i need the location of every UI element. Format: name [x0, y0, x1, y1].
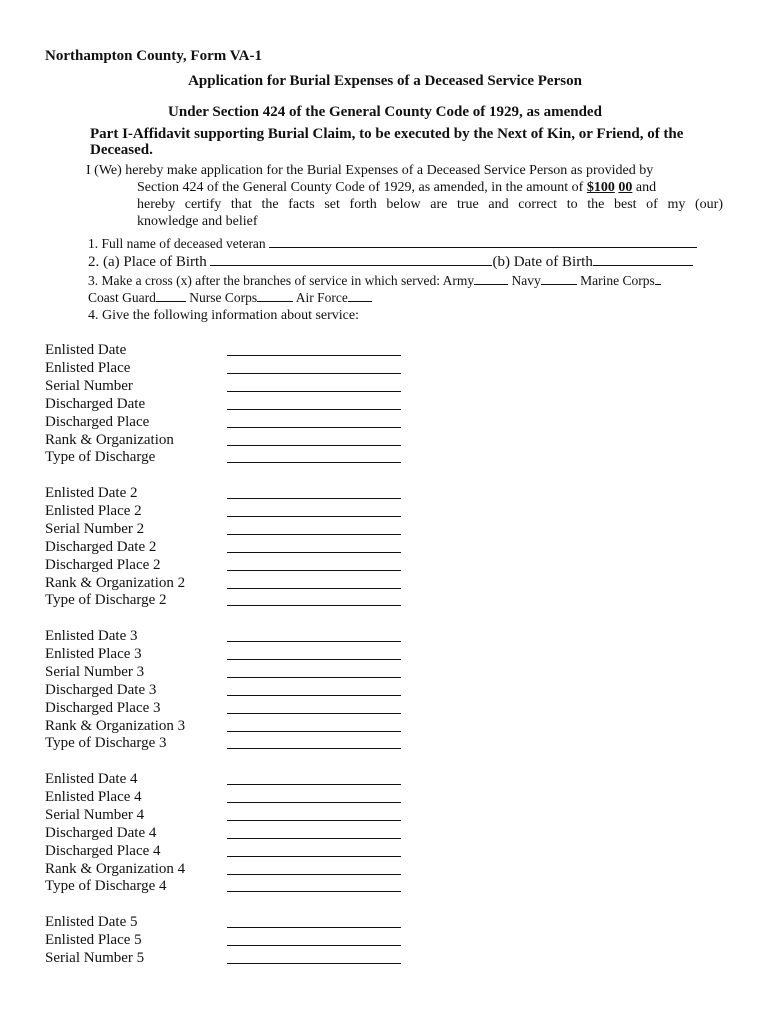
form-subtitle: Under Section 424 of the General County Code of 1929, as amended — [168, 104, 602, 120]
service-field-label: Enlisted Place — [45, 359, 131, 376]
q1-full-name — [88, 235, 697, 252]
service-field-label: Rank & Organization 4 — [45, 860, 186, 877]
form-id: Northampton County, Form VA-1 — [45, 48, 262, 64]
service-field-blank[interactable] — [227, 677, 401, 678]
service-field-row — [45, 718, 405, 736]
amount-dollars: $100 — [586, 180, 615, 195]
service-field-row — [45, 360, 405, 378]
service-field-blank[interactable] — [227, 963, 401, 964]
service-field-row — [45, 771, 405, 789]
service-field-row — [45, 914, 405, 932]
service-field-blank[interactable] — [227, 588, 401, 589]
service-field-blank[interactable] — [227, 820, 401, 821]
service-field-label: Enlisted Date 5 — [45, 914, 138, 930]
service-field-row — [45, 646, 405, 664]
q2-birth — [88, 253, 693, 271]
intro-line1: I (We) hereby make application for the Burial Expenses of a Deceased Service Person as provided by — [86, 163, 654, 178]
service-field-blank[interactable] — [227, 427, 401, 428]
service-field-blank[interactable] — [227, 605, 401, 606]
q3-branches-line2 — [88, 289, 372, 306]
service-field-row — [45, 789, 405, 807]
service-field-blank[interactable] — [227, 462, 401, 463]
service-field-row — [45, 700, 405, 718]
service-field-label: Discharged Date — [45, 395, 146, 412]
q3-branches — [88, 272, 661, 289]
service-field-label: Enlisted Place 3 — [45, 645, 142, 662]
service-field-label: Rank & Organization 3 — [45, 717, 186, 734]
service-field-blank[interactable] — [227, 355, 401, 356]
amount-cents: 00 — [618, 180, 633, 195]
intro-line2 — [137, 180, 656, 196]
air-force-label: Air Force — [295, 290, 348, 305]
service-field-row — [45, 575, 405, 593]
service-field-label: Serial Number 4 — [45, 806, 145, 823]
service-field-row — [45, 807, 405, 825]
service-field-label: Discharged Date 3 — [45, 681, 157, 698]
service-field-blank[interactable] — [227, 641, 401, 642]
service-field-row — [45, 485, 405, 503]
service-field-blank[interactable] — [227, 891, 401, 892]
intro-line3: hereby certify that the facts set forth below are true and correct to the best of my (our) — [137, 197, 723, 212]
service-field-label: Serial Number 2 — [45, 520, 145, 537]
date-of-birth-blank[interactable] — [593, 253, 693, 266]
service-field-row — [45, 682, 405, 700]
service-field-blank[interactable] — [227, 945, 401, 946]
service-field-row — [45, 735, 405, 753]
service-field-blank[interactable] — [227, 516, 401, 517]
service-field-blank[interactable] — [227, 534, 401, 535]
navy-label: Navy — [511, 273, 541, 288]
service-field-label: Enlisted Date 3 — [45, 628, 138, 644]
service-field-label: Type of Discharge — [45, 449, 156, 466]
service-field-label: Enlisted Place 2 — [45, 502, 142, 519]
service-field-row — [45, 521, 405, 539]
nurse-corps-blank[interactable] — [257, 289, 293, 302]
service-field-row — [45, 396, 405, 414]
q2a-label: 2. (a) Place of Birth — [88, 254, 207, 270]
service-field-label: Type of Discharge 3 — [45, 735, 167, 752]
q1-label: 1. Full name of deceased veteran — [88, 236, 266, 251]
nurse-corps-label: Nurse Corps — [189, 290, 258, 305]
part-heading-line2: Deceased. — [90, 142, 153, 158]
service-field-blank[interactable] — [227, 748, 401, 749]
navy-blank[interactable] — [541, 272, 577, 285]
service-field-label: Enlisted Date — [45, 342, 127, 358]
q2b-label: (b) Date of Birth — [492, 254, 593, 270]
service-field-label: Discharged Place — [45, 413, 150, 430]
service-field-label: Discharged Date 4 — [45, 824, 157, 841]
intro-line2-end: and — [632, 180, 657, 195]
service-field-row — [45, 932, 405, 950]
service-field-row — [45, 449, 405, 467]
marine-blank[interactable] — [655, 272, 661, 285]
service-field-blank[interactable] — [227, 874, 401, 875]
service-field-row — [45, 503, 405, 521]
coast-guard-label: Coast Guard — [88, 290, 156, 305]
service-field-blank[interactable] — [227, 659, 401, 660]
service-field-label: Serial Number 5 — [45, 949, 145, 966]
service-field-blank[interactable] — [227, 713, 401, 714]
service-field-label: Rank & Organization 2 — [45, 574, 186, 591]
service-field-label: Discharged Place 3 — [45, 699, 161, 716]
service-field-blank[interactable] — [227, 552, 401, 553]
service-field-row — [45, 878, 405, 896]
intro-line2-text: Section 424 of the General County Code of 1929, as amended, in the amount of — [137, 180, 587, 195]
place-of-birth-blank[interactable] — [210, 253, 492, 266]
service-field-label: Type of Discharge 2 — [45, 592, 167, 609]
q3-label: 3. Make a cross (x) after the branches of service in which served: Army — [88, 273, 475, 288]
service-field-row — [45, 825, 405, 843]
service-field-label: Discharged Place 2 — [45, 556, 161, 573]
service-field-blank[interactable] — [227, 498, 401, 499]
service-field-blank[interactable] — [227, 409, 401, 410]
full-name-blank[interactable] — [269, 235, 697, 248]
service-field-label: Discharged Place 4 — [45, 842, 161, 859]
service-field-row — [45, 950, 405, 968]
service-field-row — [45, 557, 405, 575]
service-field-blank[interactable] — [227, 838, 401, 839]
service-field-row — [45, 414, 405, 432]
q4-service-info: 4. Give the following information about service: — [88, 308, 359, 323]
service-field-blank[interactable] — [227, 927, 401, 928]
service-field-row — [45, 592, 405, 610]
service-field-label: Enlisted Date 2 — [45, 485, 138, 501]
marine-label: Marine Corps — [580, 273, 655, 288]
service-field-label: Serial Number 3 — [45, 663, 145, 680]
service-field-row — [45, 664, 405, 682]
service-field-label: Rank & Organization — [45, 431, 174, 448]
coast-guard-blank[interactable] — [156, 289, 186, 302]
service-field-row — [45, 342, 405, 360]
service-field-row — [45, 378, 405, 396]
service-field-blank[interactable] — [227, 570, 401, 571]
service-field-label: Serial Number — [45, 377, 133, 394]
service-field-label: Enlisted Place 4 — [45, 788, 142, 805]
service-field-row — [45, 843, 405, 861]
form-title: Application for Burial Expenses of a Deceased Service Person — [188, 73, 582, 89]
service-field-blank[interactable] — [227, 445, 401, 446]
service-field-row — [45, 539, 405, 557]
service-field-blank[interactable] — [227, 784, 401, 785]
service-field-blank[interactable] — [227, 391, 401, 392]
service-field-blank[interactable] — [227, 695, 401, 696]
service-field-label: Discharged Date 2 — [45, 538, 157, 555]
part-heading-line1: Part I-Affidavit supporting Burial Claim, to be executed by the Next of Kin, or Friend, of the — [90, 126, 684, 142]
intro-line4: knowledge and belief — [137, 214, 258, 229]
service-field-blank[interactable] — [227, 856, 401, 857]
army-blank[interactable] — [474, 272, 508, 285]
service-field-blank[interactable] — [227, 802, 401, 803]
service-field-row — [45, 628, 405, 646]
service-field-row — [45, 861, 405, 879]
air-force-blank[interactable] — [348, 289, 372, 302]
service-field-label: Enlisted Date 4 — [45, 771, 138, 787]
service-field-label: Type of Discharge 4 — [45, 878, 167, 895]
service-field-blank[interactable] — [227, 731, 401, 732]
service-field-label: Enlisted Place 5 — [45, 931, 142, 948]
service-field-blank[interactable] — [227, 373, 401, 374]
service-field-row — [45, 432, 405, 450]
